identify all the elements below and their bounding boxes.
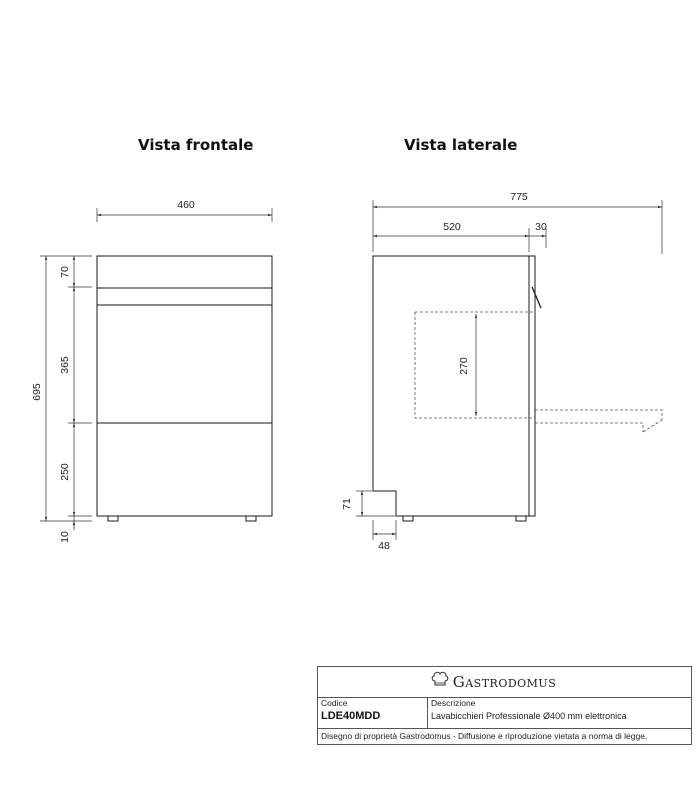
description-label: Descrizione <box>431 698 476 708</box>
front-body-outline <box>97 256 272 516</box>
ownership-notice: Disegno di proprietà Gastrodomus - Diffusione e riproduzione vietata a norma di legge. <box>321 731 648 741</box>
chef-hat-icon <box>430 669 450 693</box>
side-recess-height-label: 71 <box>341 498 353 510</box>
side-total-depth-label: 775 <box>510 191 528 203</box>
side-door-panel <box>529 256 535 516</box>
title-block-brand <box>318 667 691 698</box>
side-door-depth-label: 30 <box>535 221 547 233</box>
front-foot-height-label: 10 <box>59 531 71 543</box>
description-cell <box>428 697 691 728</box>
side-rack-dashed <box>415 312 662 432</box>
title-block-info-row <box>318 697 691 729</box>
front-total-height-label: 695 <box>31 383 43 401</box>
code-label: Codice <box>321 698 348 708</box>
front-door-height-label: 365 <box>59 356 71 374</box>
side-foot-front <box>403 516 413 521</box>
code-value: LDE40MDD <box>321 710 381 722</box>
front-height-dimensions <box>40 256 92 530</box>
front-top-band-label: 70 <box>59 266 71 278</box>
side-view <box>373 256 541 521</box>
front-door-panel <box>97 305 272 423</box>
side-door-handle <box>532 287 541 308</box>
front-top-panel <box>97 288 272 305</box>
side-body-outline <box>373 256 529 516</box>
side-body-depth-label: 520 <box>443 221 461 233</box>
front-width-label: 460 <box>177 199 195 211</box>
side-recess-dimensions <box>356 491 396 540</box>
side-foot-rear <box>516 516 526 521</box>
front-foot-right <box>246 516 256 521</box>
front-foot-left <box>108 516 118 521</box>
brand-name: Gastrodomus <box>452 673 557 691</box>
front-lower-height-label: 250 <box>59 463 71 481</box>
side-rack-height-label: 270 <box>458 357 470 375</box>
description-value: Lavabicchieri Professionale Ø400 mm elettronica <box>431 711 627 721</box>
front-view <box>97 256 272 521</box>
side-recess-depth-label: 48 <box>378 540 390 552</box>
code-cell <box>318 697 428 728</box>
side-view-title: Vista laterale <box>404 136 518 154</box>
title-block <box>317 666 692 745</box>
front-view-title: Vista frontale <box>138 136 254 154</box>
side-depth-dimensions <box>373 200 662 254</box>
